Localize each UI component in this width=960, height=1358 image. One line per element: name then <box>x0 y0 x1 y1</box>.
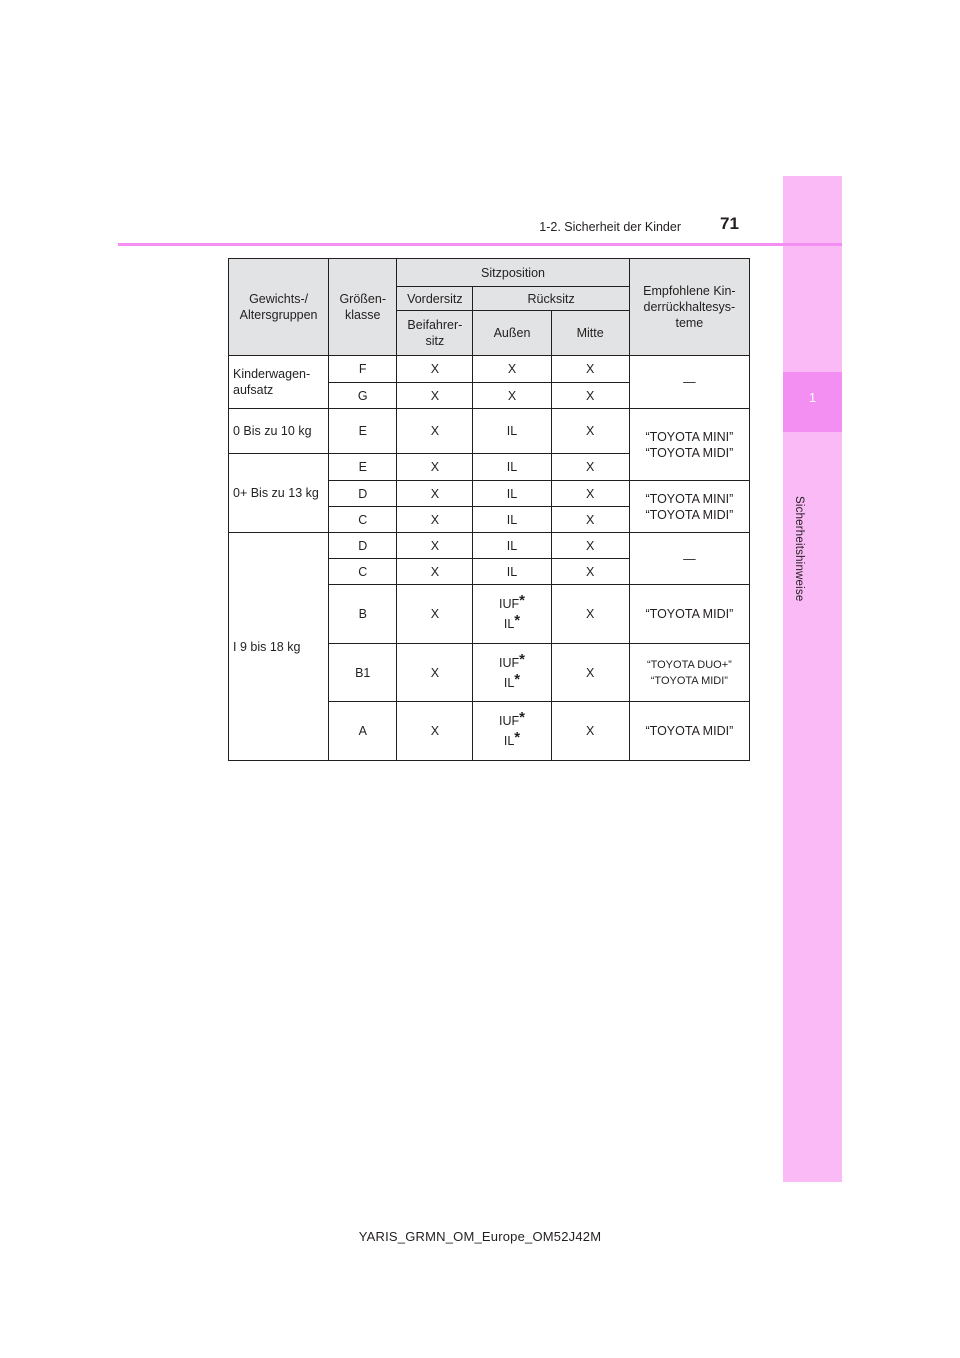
outer-seat-cell: IL <box>473 533 551 559</box>
middle-seat-cell: X <box>551 454 629 481</box>
recommendation-cell: “TOYOTA MIDI” <box>629 702 749 761</box>
front-seat-cell: X <box>397 454 473 481</box>
page-number: 71 <box>720 214 739 233</box>
front-seat-cell: X <box>397 585 473 644</box>
outer-seat-cell: IL <box>473 481 551 507</box>
outer-seat-cell: IL <box>473 409 551 454</box>
table-row <box>229 409 750 454</box>
recommendation-cell <box>629 644 749 702</box>
header-rule <box>118 243 842 246</box>
middle-seat-cell: X <box>551 559 629 585</box>
section-title: 1-2. Sicherheit der Kinder <box>539 220 681 234</box>
recommendation-cell <box>629 481 749 533</box>
front-seat-cell: X <box>397 533 473 559</box>
front-seat-cell: X <box>397 409 473 454</box>
middle-seat-cell: X <box>551 409 629 454</box>
head-passenger: Beifahrer- sitz <box>397 311 473 356</box>
size-class-cell: A <box>329 702 397 761</box>
head-seat-position: Sitzposition <box>397 259 629 287</box>
head-outer: Außen <box>473 311 551 356</box>
document-footer: YARIS_GRMN_OM_Europe_OM52J42M <box>358 1229 602 1244</box>
group-cell: 0+ Bis zu 13 kg <box>229 454 329 533</box>
recommendation-cell: — <box>629 533 749 585</box>
head-size-class: Größen- klasse <box>329 259 397 356</box>
outer-seat-cell: X <box>473 383 551 409</box>
size-class-cell: D <box>329 533 397 559</box>
outer-seat-cell: X <box>473 356 551 383</box>
recommendation-cell: — <box>629 356 749 409</box>
chapter-label: Sicherheitshinweise <box>793 496 805 602</box>
front-seat-cell: X <box>397 702 473 761</box>
table-row <box>229 356 750 383</box>
middle-seat-cell: X <box>551 533 629 559</box>
front-seat-cell: X <box>397 507 473 533</box>
group-cell: 0 Bis zu 10 kg <box>229 409 329 454</box>
recommendation-cell <box>629 409 749 481</box>
chapter-number: 1 <box>808 390 817 405</box>
size-class-cell: C <box>329 559 397 585</box>
middle-seat-cell: X <box>551 383 629 409</box>
front-seat-cell: X <box>397 383 473 409</box>
size-class-cell: C <box>329 507 397 533</box>
size-class-cell: E <box>329 454 397 481</box>
head-middle: Mitte <box>551 311 629 356</box>
rec-midi: “TOYOTA MIDI” <box>645 445 734 460</box>
chapter-side-tab <box>783 176 842 1182</box>
front-seat-cell: X <box>397 481 473 507</box>
size-class-cell: D <box>329 481 397 507</box>
size-class-cell: F <box>329 356 397 383</box>
head-recommended: Empfohlene Kin- derrückhaltesys- teme <box>629 259 749 356</box>
group-cell: I 9 bis 18 kg <box>229 533 329 761</box>
rec-duo: “TOYOTA DUO+” <box>646 658 732 671</box>
front-seat-cell: X <box>397 559 473 585</box>
head-front-seat: Vordersitz <box>397 287 473 311</box>
size-class-cell: B <box>329 585 397 644</box>
child-seat-table <box>228 258 750 761</box>
size-class-cell: G <box>329 383 397 409</box>
front-seat-cell: X <box>397 644 473 702</box>
outer-seat-cell: IL <box>473 507 551 533</box>
middle-seat-cell: X <box>551 702 629 761</box>
outer-seat-cell: IUF* IL* <box>473 702 551 761</box>
outer-seat-cell: IL <box>473 559 551 585</box>
recommendation-cell: “TOYOTA MIDI” <box>629 585 749 644</box>
rec-mini: “TOYOTA MINI” <box>645 491 734 506</box>
outer-seat-cell: IUF* IL* <box>473 585 551 644</box>
size-class-cell: E <box>329 409 397 454</box>
size-class-cell: B1 <box>329 644 397 702</box>
head-weight-group: Gewichts-/ Altersgruppen <box>229 259 329 356</box>
middle-seat-cell: X <box>551 585 629 644</box>
middle-seat-cell: X <box>551 507 629 533</box>
table-row <box>229 533 750 559</box>
outer-seat-cell: IUF* IL* <box>473 644 551 702</box>
front-seat-cell: X <box>397 356 473 383</box>
middle-seat-cell: X <box>551 644 629 702</box>
middle-seat-cell: X <box>551 481 629 507</box>
rec-mini: “TOYOTA MINI” <box>645 429 734 444</box>
head-rear-seat: Rücksitz <box>473 287 629 311</box>
group-cell: Kinderwagen- aufsatz <box>229 356 329 409</box>
middle-seat-cell: X <box>551 356 629 383</box>
rec-midi: “TOYOTA MIDI” <box>645 507 734 522</box>
rec-midi: “TOYOTA MIDI” <box>650 674 728 687</box>
outer-seat-cell: IL <box>473 454 551 481</box>
